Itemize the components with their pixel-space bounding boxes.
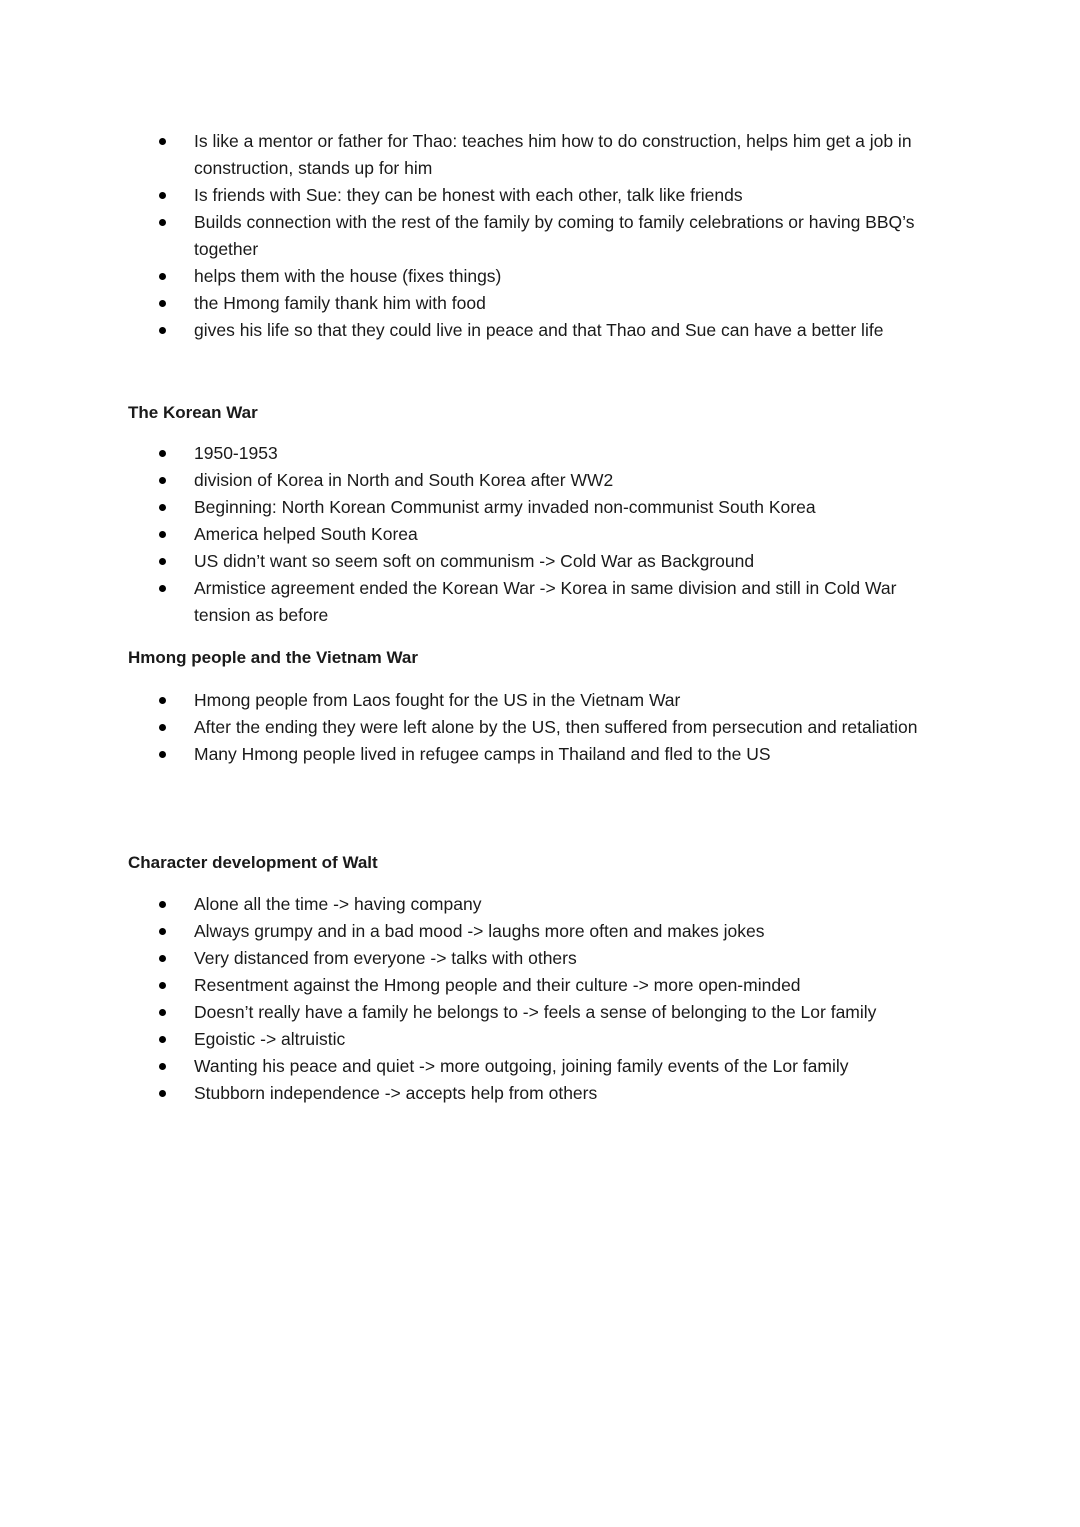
bullet-icon [159, 928, 166, 935]
list-item [0, 972, 954, 999]
list-item-text: US didn’t want so seem soft on communism -> Cold War as Background [194, 551, 755, 571]
list-item [0, 290, 954, 317]
list-item [0, 128, 954, 182]
list-item-text: Egoistic -> altruistic [194, 1029, 346, 1049]
bullet-icon [159, 504, 166, 511]
list-item [0, 687, 954, 714]
bullet-icon [159, 477, 166, 484]
korean-war-list [0, 440, 1080, 629]
bullet-icon [159, 1036, 166, 1043]
list-item [0, 741, 954, 768]
section-heading-hmong-vietnam: Hmong people and the Vietnam War [128, 648, 418, 667]
bullet-icon [159, 982, 166, 989]
bullet-icon [159, 558, 166, 565]
list-item-text: gives his life so that they could live in peace and that Thao and Sue can have a better life [194, 320, 884, 340]
section-heading-character-development: Character development of Walt [128, 853, 378, 872]
bullet-icon [159, 955, 166, 962]
list-item [0, 521, 954, 548]
section-heading-korean-war: The Korean War [128, 403, 258, 422]
list-item [0, 918, 954, 945]
list-item-text: Many Hmong people lived in refugee camps in Thailand and fled to the US [194, 744, 771, 764]
list-item-text: Very distanced from everyone -> talks with others [194, 948, 577, 968]
bullet-icon [159, 901, 166, 908]
list-item-text: Hmong people from Laos fought for the US in the Vietnam War [194, 690, 681, 710]
list-item-text: Is like a mentor or father for Thao: teaches him how to do construction, helps him get a job in construction, stands up for him [194, 131, 912, 178]
bullet-icon [159, 1090, 166, 1097]
bullet-icon [159, 327, 166, 334]
list-item [0, 575, 954, 629]
list-item [0, 440, 954, 467]
bullet-icon [159, 751, 166, 758]
list-item-text: Doesn’t really have a family he belongs to -> feels a sense of belonging to the Lor family [194, 1002, 877, 1022]
list-item [0, 891, 954, 918]
list-item-text: helps them with the house (fixes things) [194, 266, 502, 286]
bullet-icon [159, 697, 166, 704]
list-item [0, 1080, 954, 1107]
bullet-icon [159, 192, 166, 199]
list-item [0, 317, 954, 344]
character-development-list [0, 891, 1080, 1107]
list-item-text: Armistice agreement ended the Korean War -> Korea in same division and still in Cold War tension as before [194, 578, 897, 625]
list-item-text: Always grumpy and in a bad mood -> laughs more often and makes jokes [194, 921, 765, 941]
bullet-icon [159, 1009, 166, 1016]
walt-relationship-list [0, 128, 1080, 344]
bullet-icon [159, 531, 166, 538]
list-item [0, 714, 954, 741]
list-item-text: Wanting his peace and quiet -> more outgoing, joining family events of the Lor family [194, 1056, 849, 1076]
list-item-text: Resentment against the Hmong people and their culture -> more open-minded [194, 975, 801, 995]
list-item-text: Stubborn independence -> accepts help from others [194, 1083, 598, 1103]
list-item-text: Beginning: North Korean Communist army invaded non-communist South Korea [194, 497, 816, 517]
list-item [0, 209, 954, 263]
bullet-icon [159, 450, 166, 457]
list-item [0, 1053, 954, 1080]
list-item-text: the Hmong family thank him with food [194, 293, 486, 313]
list-item [0, 467, 954, 494]
list-item [0, 494, 954, 521]
bullet-icon [159, 724, 166, 731]
list-item-text: America helped South Korea [194, 524, 418, 544]
list-item-text: Builds connection with the rest of the family by coming to family celebrations or having BBQ’s together [194, 212, 915, 259]
list-item-text: division of Korea in North and South Korea after WW2 [194, 470, 614, 490]
list-item-text: Alone all the time -> having company [194, 894, 482, 914]
bullet-icon [159, 273, 166, 280]
bullet-icon [159, 300, 166, 307]
list-item-text: 1950-1953 [194, 443, 278, 463]
hmong-vietnam-list [0, 687, 1080, 768]
list-item [0, 999, 954, 1026]
bullet-icon [159, 219, 166, 226]
bullet-icon [159, 1063, 166, 1070]
bullet-icon [159, 138, 166, 145]
list-item [0, 1026, 954, 1053]
list-item [0, 263, 954, 290]
list-item-text: After the ending they were left alone by the US, then suffered from persecution and retaliation [194, 717, 918, 737]
list-item-text: Is friends with Sue: they can be honest with each other, talk like friends [194, 185, 743, 205]
list-item [0, 182, 954, 209]
list-item [0, 945, 954, 972]
bullet-icon [159, 585, 166, 592]
list-item [0, 548, 954, 575]
